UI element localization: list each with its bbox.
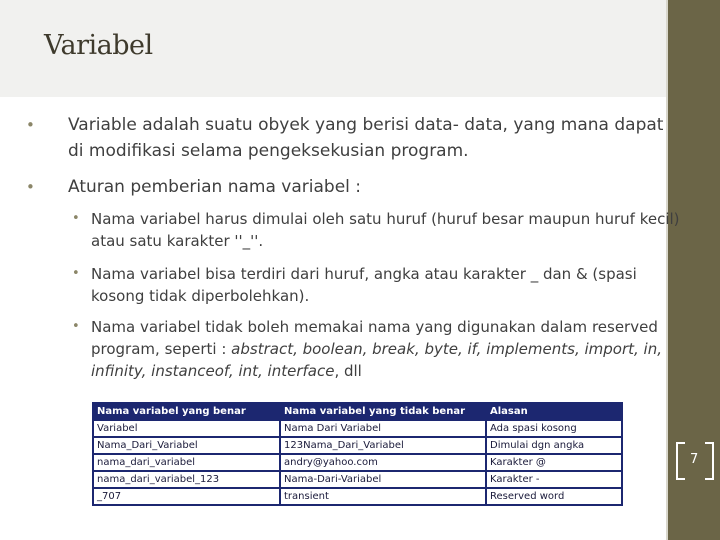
- table-row: [93, 471, 622, 488]
- table-cell: nama_dari_variabel_123: [93, 471, 280, 488]
- table-cell: Dimulai dgn angka: [486, 437, 622, 454]
- table-cell: Nama Dari Variabel: [280, 420, 486, 437]
- reserved-keywords: abstract, boolean, break, byte, if, implements, import, in, infinity, instanceof, int, interface: [91, 340, 662, 380]
- subbullet-tail: , dll: [334, 362, 362, 380]
- table-cell: Nama-Dari-Variabel: [280, 471, 486, 488]
- table-cell: Karakter @: [486, 454, 622, 471]
- table-cell: Ada spasi kosong: [486, 420, 622, 437]
- table-cell: Nama_Dari_Variabel: [93, 437, 280, 454]
- column-header-incorrect: Nama variabel yang tidak benar: [280, 403, 486, 420]
- bullet-text: Variable adalah suatu obyek yang berisi data- data, yang mana dapat di modifikasi selama pengeksekusian program.: [68, 115, 664, 161]
- bullet-dot-icon: •: [72, 266, 80, 281]
- bullet-dot-icon: •: [26, 116, 35, 134]
- table-header-row: [93, 403, 622, 420]
- left-bracket-icon: [676, 442, 685, 480]
- subbullet-lead: Nama variabel tidak boleh memakai nama yang digunakan dalam reserved program, seperti :: [91, 318, 658, 358]
- table-cell: 123Nama_Dari_Variabel: [280, 437, 486, 454]
- column-header-reason: Alasan: [486, 403, 622, 420]
- page-number-badge: [676, 442, 720, 478]
- slide-title: Variabel: [44, 30, 153, 61]
- table-row: [93, 420, 622, 437]
- table-row: [93, 437, 622, 454]
- subbullet-text: Nama variabel bisa terdiri dari huruf, angka atau karakter _ dan & (spasi kosong tidak diperbolehkan).: [91, 265, 637, 305]
- table-row: [93, 454, 622, 471]
- bullet-text: Aturan pemberian nama variabel :: [68, 177, 362, 197]
- page-number: 7: [690, 452, 699, 467]
- table-cell: Reserved word: [486, 488, 622, 505]
- table-cell: andry@yahoo.com: [280, 454, 486, 471]
- bullet-dot-icon: •: [72, 211, 80, 226]
- table-cell: Variabel: [93, 420, 280, 437]
- column-header-correct: Nama variabel yang benar: [93, 403, 280, 420]
- subbullet-text: [91, 316, 682, 382]
- table-cell: nama_dari_variabel: [93, 454, 280, 471]
- table-cell: transient: [280, 488, 486, 505]
- right-bracket-icon: [705, 442, 714, 480]
- table-cell: _707: [93, 488, 280, 505]
- variable-examples-table: [92, 402, 623, 506]
- subbullet-text: Nama variabel harus dimulai oleh satu huruf (huruf besar maupun huruf kecil) atau satu karakter ''_''.: [91, 210, 680, 250]
- bullet-dot-icon: •: [26, 178, 35, 196]
- bullet-dot-icon: •: [72, 319, 80, 334]
- table-row: [93, 488, 622, 505]
- table-cell: Karakter -: [486, 471, 622, 488]
